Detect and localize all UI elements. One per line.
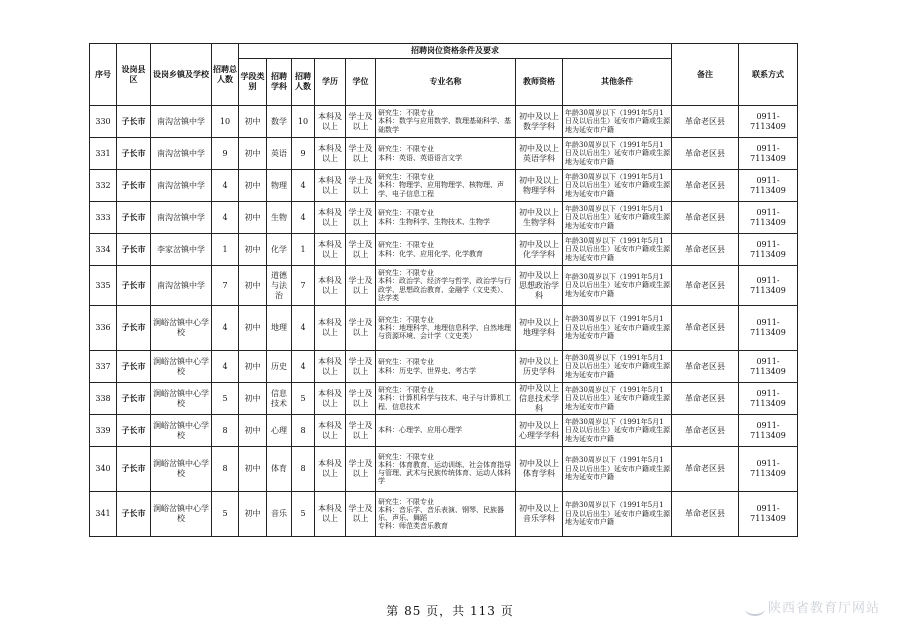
header-cert: 教师资格 [516,59,563,106]
total-cell: 4 [212,170,239,202]
stage-cell: 初中 [239,415,267,447]
count-cell: 9 [292,138,315,170]
seq-cell: 331 [90,138,117,170]
table-body [90,106,798,537]
county-cell: 子长市 [117,170,151,202]
major-cell: 研究生：不限专业 本科：化学、应用化学、化学教育 [376,234,516,266]
degree-cell: 学士及以上 [346,492,376,537]
seq-cell: 337 [90,351,117,383]
note-cell: 革命老区县 [672,266,739,306]
other-cell: 年龄30周岁以下（1991年5月1日及以后出生）延安市户籍或生源地为延安市户籍 [563,383,672,415]
county-cell: 子长市 [117,106,151,138]
school-cell: 南沟岔镇中学 [151,202,212,234]
subject-cell: 地理 [267,306,292,351]
stage-cell: 初中 [239,447,267,492]
total-cell: 5 [212,383,239,415]
county-cell: 子长市 [117,266,151,306]
note-cell: 革命老区县 [672,170,739,202]
county-cell: 子长市 [117,138,151,170]
major-cell: 本科：心理学、应用心理学 [376,415,516,447]
note-cell: 革命老区县 [672,492,739,537]
seq-cell: 332 [90,170,117,202]
header-edu: 学历 [315,59,346,106]
header-subject: 招聘学科 [267,59,292,106]
edu-cell: 本科及以上 [315,351,346,383]
header-seq: 序号 [90,44,117,106]
county-cell: 子长市 [117,415,151,447]
recruitment-table [89,43,798,537]
header-school: 设岗乡镇及学校 [151,44,212,106]
stage-cell: 初中 [239,234,267,266]
subject-cell: 生物 [267,202,292,234]
school-cell: 南沟岔镇中学 [151,266,212,306]
seq-cell: 334 [90,234,117,266]
degree-cell: 学士及以上 [346,138,376,170]
other-cell: 年龄30周岁以下（1991年5月1日及以后出生）延安市户籍或生源地为延安市户籍 [563,351,672,383]
table-row [90,306,798,351]
edu-cell: 本科及以上 [315,170,346,202]
school-cell: 涧峪岔镇中心学校 [151,447,212,492]
county-cell: 子长市 [117,234,151,266]
other-cell: 年龄30周岁以下（1991年5月1日及以后出生）延安市户籍或生源地为延安市户籍 [563,202,672,234]
note-cell: 革命老区县 [672,415,739,447]
major-cell: 研究生：不限专业 本科：音乐学、音乐表演、钢琴、民族器乐、声乐、舞蹈 专科：师范类音乐教育 [376,492,516,537]
school-cell: 南沟岔镇中学 [151,138,212,170]
subject-cell: 数学 [267,106,292,138]
count-cell: 4 [292,351,315,383]
degree-cell: 学士及以上 [346,202,376,234]
total-cell: 8 [212,415,239,447]
recruitment-sheet [89,43,798,537]
count-cell: 8 [292,415,315,447]
other-cell: 年龄30周岁以下（1991年5月1日及以后出生）延安市户籍或生源地为延安市户籍 [563,492,672,537]
header-count: 招聘人数 [292,59,315,106]
seq-cell: 338 [90,383,117,415]
table-row [90,202,798,234]
edu-cell: 本科及以上 [315,447,346,492]
school-cell: 涧峪岔镇中心学校 [151,383,212,415]
count-cell: 8 [292,447,315,492]
cert-cell: 初中及以上心理学学科 [516,415,563,447]
stage-cell: 初中 [239,138,267,170]
note-cell: 革命老区县 [672,306,739,351]
cert-cell: 初中及以上音乐学科 [516,492,563,537]
school-cell: 南沟岔镇中学 [151,170,212,202]
cert-cell: 初中及以上信息技术学科 [516,383,563,415]
header-group: 招聘岗位资格条件及要求 [239,44,672,59]
table-row [90,383,798,415]
other-cell: 年龄30周岁以下（1991年5月1日及以后出生）延安市户籍或生源地为延安市户籍 [563,170,672,202]
stage-cell: 初中 [239,492,267,537]
major-cell: 研究生：不限专业 本科：物理学、应用物理学、核物理、声学、电子信息工程 [376,170,516,202]
stage-cell: 初中 [239,383,267,415]
total-cell: 4 [212,202,239,234]
major-cell: 研究生：不限专业 本科：生物科学、生物技术、生物学 [376,202,516,234]
school-cell: 李家岔镇中学 [151,234,212,266]
school-cell: 涧峪岔镇中心学校 [151,306,212,351]
county-cell: 子长市 [117,306,151,351]
school-cell: 涧峪岔镇中心学校 [151,351,212,383]
school-cell: 南沟岔镇中学 [151,106,212,138]
degree-cell: 学士及以上 [346,170,376,202]
header-total: 招聘总人数 [212,44,239,106]
seq-cell: 336 [90,306,117,351]
other-cell: 年龄30周岁以下（1991年5月1日及以后出生）延安市户籍或生源地为延安市户籍 [563,447,672,492]
edu-cell: 本科及以上 [315,383,346,415]
cert-cell: 初中及以上历史学科 [516,351,563,383]
header-county: 设岗县区 [117,44,151,106]
county-cell: 子长市 [117,383,151,415]
note-cell: 革命老区县 [672,138,739,170]
county-cell: 子长市 [117,202,151,234]
seq-cell: 335 [90,266,117,306]
total-cell: 7 [212,266,239,306]
subject-cell: 心理 [267,415,292,447]
subject-cell: 物理 [267,170,292,202]
count-cell: 7 [292,266,315,306]
edu-cell: 本科及以上 [315,202,346,234]
page-footer: 第 85 页，共 113 页 [386,604,514,618]
contact-cell: 0911-7113409 [739,492,798,537]
edu-cell: 本科及以上 [315,492,346,537]
count-cell: 1 [292,234,315,266]
other-cell: 年龄30周岁以下（1991年5月1日及以后出生）延安市户籍或生源地为延安市户籍 [563,138,672,170]
contact-cell: 0911-7113409 [739,106,798,138]
header-row-top [90,44,798,59]
cert-cell: 初中及以上物理学科 [516,170,563,202]
total-cell: 10 [212,106,239,138]
subject-cell: 英语 [267,138,292,170]
edu-cell: 本科及以上 [315,415,346,447]
cert-cell: 初中及以上地理学科 [516,306,563,351]
major-cell: 研究生：不限专业 本科：历史学、世界史、考古学 [376,351,516,383]
note-cell: 革命老区县 [672,351,739,383]
note-cell: 革命老区县 [672,234,739,266]
major-cell: 研究生：不限专业 本科：体育教育、运动训练、社会体育指导与管理、武术与民族传统体育、运动人体科学 [376,447,516,492]
degree-cell: 学士及以上 [346,383,376,415]
table-row [90,234,798,266]
edu-cell: 本科及以上 [315,106,346,138]
table-row [90,447,798,492]
count-cell: 5 [292,492,315,537]
degree-cell: 学士及以上 [346,351,376,383]
contact-cell: 0911-7113409 [739,383,798,415]
header-stage: 学段类别 [239,59,267,106]
other-cell: 年龄30周岁以下（1991年5月1日及以后出生）延安市户籍或生源地为延安市户籍 [563,266,672,306]
major-cell: 研究生：不限专业 本科：数学与应用数学、数理基础科学、基础数学 [376,106,516,138]
degree-cell: 学士及以上 [346,447,376,492]
count-cell: 10 [292,106,315,138]
stage-cell: 初中 [239,351,267,383]
other-cell: 年龄30周岁以下（1991年5月1日及以后出生）延安市户籍或生源地为延安市户籍 [563,415,672,447]
table-row [90,351,798,383]
subject-cell: 音乐 [267,492,292,537]
subject-cell: 道德与法治 [267,266,292,306]
other-cell: 年龄30周岁以下（1991年5月1日及以后出生）延安市户籍或生源地为延安市户籍 [563,306,672,351]
seq-cell: 333 [90,202,117,234]
degree-cell: 学士及以上 [346,234,376,266]
total-cell: 1 [212,234,239,266]
stage-cell: 初中 [239,266,267,306]
total-cell: 4 [212,351,239,383]
header-other: 其他条件 [563,59,672,106]
other-cell: 年龄30周岁以下（1991年5月1日及以后出生）延安市户籍或生源地为延安市户籍 [563,234,672,266]
edu-cell: 本科及以上 [315,234,346,266]
count-cell: 4 [292,202,315,234]
total-cell: 5 [212,492,239,537]
stage-cell: 初中 [239,306,267,351]
contact-cell: 0911-7113409 [739,234,798,266]
cert-cell: 初中及以上生物学科 [516,202,563,234]
major-cell: 研究生：不限专业 本科：计算机科学与技术、电子与计算机工程、信息技术 [376,383,516,415]
contact-cell: 0911-7113409 [739,306,798,351]
subject-cell: 历史 [267,351,292,383]
county-cell: 子长市 [117,351,151,383]
subject-cell: 信息技术 [267,383,292,415]
site-watermark [745,597,880,616]
degree-cell: 学士及以上 [346,415,376,447]
major-cell: 研究生：不限专业 本科：地理科学、地理信息科学、自然地理与资源环境、会计学（文史类） [376,306,516,351]
contact-cell: 0911-7113409 [739,202,798,234]
count-cell: 4 [292,306,315,351]
edu-cell: 本科及以上 [315,306,346,351]
header-degree: 学位 [346,59,376,106]
subject-cell: 化学 [267,234,292,266]
stage-cell: 初中 [239,106,267,138]
note-cell: 革命老区县 [672,106,739,138]
cert-cell: 初中及以上体育学科 [516,447,563,492]
edu-cell: 本科及以上 [315,138,346,170]
edu-cell: 本科及以上 [315,266,346,306]
county-cell: 子长市 [117,492,151,537]
other-cell: 年龄30周岁以下（1991年5月1日及以后出生）延安市户籍或生源地为延安市户籍 [563,106,672,138]
count-cell: 5 [292,383,315,415]
table-row [90,170,798,202]
total-cell: 8 [212,447,239,492]
watermark-text: 陕西省教育厅网站 [767,601,880,616]
county-cell: 子长市 [117,447,151,492]
degree-cell: 学士及以上 [346,306,376,351]
seq-cell: 341 [90,492,117,537]
count-cell: 4 [292,170,315,202]
stage-cell: 初中 [239,202,267,234]
major-cell: 研究生：不限专业 本科：英语、英语语言文学 [376,138,516,170]
note-cell: 革命老区县 [672,447,739,492]
note-cell: 革命老区县 [672,383,739,415]
seq-cell: 330 [90,106,117,138]
total-cell: 4 [212,306,239,351]
table-row [90,138,798,170]
table-row [90,415,798,447]
table-row [90,492,798,537]
cert-cell: 初中及以上英语学科 [516,138,563,170]
contact-cell: 0911-7113409 [739,266,798,306]
table-row [90,266,798,306]
total-cell: 9 [212,138,239,170]
watermark-logo-icon [745,602,765,616]
cert-cell: 初中及以上思想政治学科 [516,266,563,306]
stage-cell: 初中 [239,170,267,202]
seq-cell: 340 [90,447,117,492]
table-row [90,106,798,138]
school-cell: 涧峪岔镇中心学校 [151,492,212,537]
major-cell: 研究生：不限专业 本科：政治学、经济学与哲学、政治学与行政学、思想政治教育、金融学（文史类）、法学类 [376,266,516,306]
cert-cell: 初中及以上数学学科 [516,106,563,138]
seq-cell: 339 [90,415,117,447]
subject-cell: 体育 [267,447,292,492]
contact-cell: 0911-7113409 [739,351,798,383]
contact-cell: 0911-7113409 [739,447,798,492]
contact-cell: 0911-7113409 [739,415,798,447]
degree-cell: 学士及以上 [346,266,376,306]
header-note: 备注 [672,44,739,106]
contact-cell: 0911-7113409 [739,138,798,170]
degree-cell: 学士及以上 [346,106,376,138]
note-cell: 革命老区县 [672,202,739,234]
cert-cell: 初中及以上化学学科 [516,234,563,266]
header-major: 专业名称 [376,59,516,106]
contact-cell: 0911-7113409 [739,170,798,202]
header-contact: 联系方式 [739,44,798,106]
school-cell: 涧峪岔镇中心学校 [151,415,212,447]
